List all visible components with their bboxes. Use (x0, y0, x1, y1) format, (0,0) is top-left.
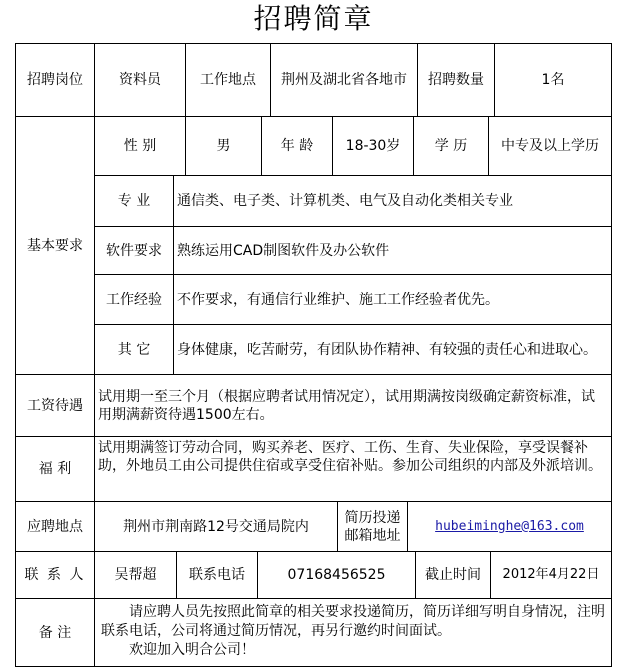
gender-label: 性 别 (94, 116, 186, 176)
remarks-line-1: 请应聘人员先按照此简章的相关要求投递简历，简历详细写明自身情况，注明联系电话，公司将通过简历情况，再另行邀约时间面试。 (101, 604, 605, 639)
contact-phone-value: 07168456525 (257, 551, 416, 599)
education-value: 中专及以上学历 (488, 116, 612, 176)
location-label: 工作地点 (185, 43, 271, 117)
deadline-label: 截止时间 (415, 551, 491, 599)
major-value: 通信类、电子类、计算机类、电气及自动化类相关专业 (173, 175, 612, 227)
remarks-label: 备 注 (15, 598, 95, 667)
other-value: 身体健康，吃苦耐劳，有团队协作精神、有较强的责任心和进取心。 (173, 324, 612, 375)
salary-label: 工资待遇 (15, 374, 95, 437)
count-value: 1名 (494, 43, 612, 117)
remarks-value (94, 598, 612, 667)
age-label: 年 龄 (261, 116, 333, 176)
software-value: 熟练运用CAD制图软件及办公软件 (173, 226, 612, 275)
other-label: 其 它 (94, 324, 174, 375)
age-value: 18-30岁 (332, 116, 414, 176)
gender-value: 男 (185, 116, 262, 176)
apply-location-label: 应聘地点 (15, 501, 95, 552)
major-label: 专 业 (94, 175, 174, 227)
count-label: 招聘数量 (417, 43, 495, 117)
experience-value: 不作要求，有通信行业维护、施工工作经验者优先。 (173, 274, 612, 325)
salary-value: 试用期一至三个月（根据应聘者试用情况定），试用期满按岗级确定薪资标准，试用期满薪资待遇1500左右。 (94, 374, 612, 437)
location-value: 荆州及湖北省各地市 (270, 43, 418, 117)
email-cell (407, 501, 612, 552)
experience-label: 工作经验 (94, 274, 174, 325)
page-title: 招聘简章 (253, 2, 374, 35)
position-value: 资料员 (94, 43, 186, 117)
welfare-label: 福 利 (15, 436, 95, 502)
apply-address: 荆州市荆南路12号交通局院内 (94, 501, 338, 552)
resume-email-label: 简历投递邮箱地址 (337, 501, 408, 552)
basic-requirements-label: 基本要求 (15, 116, 95, 375)
recruitment-table (15, 43, 612, 667)
software-label: 软件要求 (94, 226, 174, 275)
remarks-line-2: 欢迎加入明合公司！ (129, 642, 255, 658)
contact-person-label: 联 系 人 (15, 551, 95, 599)
education-label: 学 历 (413, 116, 489, 176)
position-label: 招聘岗位 (15, 43, 95, 117)
contact-phone-label: 联系电话 (176, 551, 258, 599)
deadline-value: 2012年4月22日 (490, 551, 612, 599)
welfare-value: 试用期满签订劳动合同，购买养老、医疗、工伤、生育、失业保险，享受误餐补助，外地员工由公司提供住宿或享受住宿补贴。参加公司组织的内部及外派培训。 (94, 436, 612, 502)
email-link[interactable]: hubeiminghe@163.com (435, 518, 584, 534)
contact-person-value: 吴帮超 (94, 551, 177, 599)
